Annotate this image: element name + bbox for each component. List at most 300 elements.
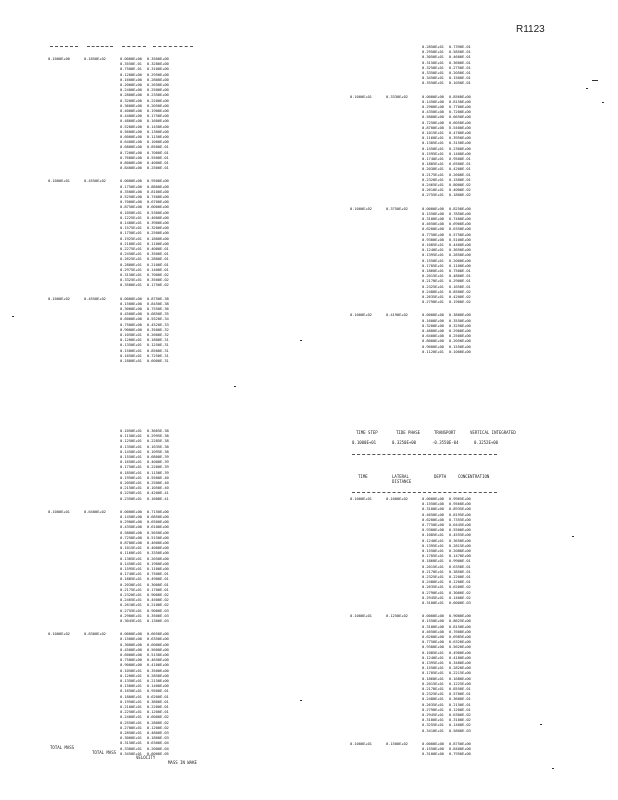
table-row — [422, 299, 471, 304]
depth-cell: 0.9000E+00 — [120, 326, 142, 332]
concentration-cell: 0.2215E+00 — [448, 670, 471, 676]
concentration-cell: 0.1800E-31 — [146, 337, 169, 343]
depth-cell: 0.2465E+01 — [422, 182, 444, 188]
concentration-cell: 0.5500E-40 — [146, 474, 169, 480]
depth-cell: 0.1550E+01 — [422, 548, 444, 554]
header-block — [352, 430, 516, 460]
depth-cell: 0.8400E+00 — [120, 165, 142, 171]
group-rows — [422, 44, 471, 86]
depth-cell: 0.1240E+01 — [422, 247, 444, 253]
depth-cell: 0.0000E+00 — [422, 93, 444, 99]
depth-cell: 0.0000E+00 — [120, 295, 142, 301]
concentration-cell: 0.9560E+00 — [448, 501, 471, 507]
scan-speck — [540, 724, 542, 725]
concentration-cell: 0.6300E-04 — [146, 740, 169, 746]
depth-cell: 0.3100E+00 — [422, 623, 444, 629]
depth-cell: 0.0000E+00 — [422, 613, 444, 619]
concentration-cell: 0.5650E+00 — [146, 529, 169, 535]
group-distance: 0.1000E+02 — [386, 496, 408, 501]
depth-cell: 0.2320E+01 — [422, 176, 444, 182]
concentration-cell: 0.6500E+00 — [146, 519, 169, 525]
concentration-cell: 0.8750E+00 — [448, 740, 471, 746]
concentration-cell: 0.1095E-38 — [146, 448, 169, 454]
concentration-cell: 0.8250E+00 — [448, 205, 471, 211]
depth-cell: 0.2100E+01 — [120, 704, 142, 710]
concentration-cell: 0.7500E-01 — [448, 268, 471, 274]
footer-label-2: TOTAL MASS — [92, 750, 117, 755]
depth-cell: 0.2150E+01 — [120, 485, 142, 491]
depth-cell: 0.1015E+01 — [422, 130, 444, 136]
depth-cell: 0.2635E+01 — [422, 701, 444, 707]
depth-cell: 0.1600E+00 — [120, 76, 142, 82]
depth-cell: 0.7250E+00 — [422, 119, 444, 125]
concentration-cell: 0.4000E+00 — [146, 545, 169, 551]
concentration-cell: 0.2500E+00 — [146, 230, 169, 236]
scan-speck — [586, 88, 588, 89]
concentration-cell: 0.2200E-01 — [448, 574, 471, 580]
concentration-cell: 0.2050E+00 — [146, 102, 169, 108]
depth-cell: 0.1015E+01 — [120, 545, 142, 551]
depth-cell: 0.2250E+01 — [120, 709, 142, 715]
depth-cell: 0.4650E+00 — [422, 221, 444, 227]
concentration-cell: 0.6900E+00 — [448, 221, 471, 227]
concentration-cell: 0.4800E-01 — [448, 273, 471, 279]
depth-cell: 0.7750E+00 — [422, 522, 444, 528]
concentration-cell: 0.8500E-02 — [448, 288, 471, 294]
concentration-cell: 0.4200E-02 — [448, 294, 471, 300]
table-row — [422, 751, 471, 756]
concentration-cell: 0.4900E-01 — [146, 576, 169, 582]
footer-label-3: VELOCITY — [136, 755, 156, 760]
group-rows — [120, 428, 169, 501]
concentration-cell: 0.6650E+00 — [146, 631, 169, 637]
depth-cell: 0.1200E+01 — [120, 337, 142, 343]
depth-cell: 0.1550E+01 — [422, 257, 444, 263]
depth-cell: 0.1860E+01 — [422, 558, 444, 564]
scan-speck — [234, 386, 236, 387]
concentration-cell: 0.6850E-35 — [146, 311, 169, 317]
concentration-cell: 0.8150E+00 — [448, 98, 471, 104]
concentration-cell: 0.2080E+00 — [448, 548, 471, 554]
th-depth: DEPTH — [434, 474, 447, 479]
concentration-cell: 0.6300E-02 — [448, 712, 471, 718]
depth-cell: 0.2030E+01 — [422, 166, 444, 172]
concentration-cell: 0.6700E+00 — [146, 199, 169, 205]
concentration-cell: 0.3800E+00 — [448, 312, 471, 318]
depth-cell: 0.4800E+00 — [120, 118, 142, 124]
depth-cell: 0.7200E+00 — [120, 149, 142, 155]
depth-cell: 0.1050E+01 — [120, 332, 142, 338]
depth-cell: 0.3500E+00 — [120, 188, 142, 194]
concentration-cell: 0.7700E+00 — [448, 104, 471, 109]
group-time: 0.1000E+01 — [350, 740, 372, 746]
depth-cell: 0.4650E+00 — [422, 628, 444, 634]
depth-cell: 0.1550E+00 — [422, 501, 444, 507]
depth-cell: 0.5200E+00 — [120, 123, 142, 129]
depth-cell: 0.5600E+00 — [120, 128, 142, 134]
group-distance: 0.3330E+02 — [386, 93, 408, 99]
concentration-cell: 0.5150E+00 — [146, 534, 169, 540]
group-rows — [120, 631, 169, 756]
concentration-cell: 0.2500E-01 — [146, 165, 169, 171]
table-row — [120, 282, 169, 287]
concentration-cell: 0.6650E+00 — [448, 114, 471, 120]
concentration-cell: 0.4800E-03 — [146, 730, 169, 736]
depth-cell: 0.0000E+00 — [120, 631, 142, 637]
depth-cell: 0.1500E+01 — [120, 347, 142, 353]
depth-cell: 0.2170E+01 — [422, 278, 444, 284]
header-rule — [50, 46, 78, 47]
depth-cell: 0.0000E+00 — [120, 508, 142, 514]
depth-cell: 0.1550E+01 — [120, 454, 142, 460]
depth-cell: 0.1860E+01 — [422, 675, 444, 681]
depth-cell: 0.2400E+00 — [120, 87, 142, 93]
table-row — [120, 618, 169, 623]
depth-cell: 0.2790E+01 — [422, 589, 444, 595]
table-row — [422, 600, 471, 605]
group-time: 0.1000E+02 — [350, 205, 372, 211]
concentration-cell: 0.1470E+00 — [448, 553, 471, 559]
depth-cell: 0.5800E+00 — [422, 114, 444, 120]
depth-cell: 0.1120E+01 — [422, 348, 444, 354]
depth-cell: 0.1050E+01 — [120, 209, 142, 215]
depth-cell: 0.3000E+01 — [120, 735, 142, 741]
concentration-cell: 0.4000E-02 — [448, 187, 471, 193]
concentration-cell: 0.1300E-03 — [146, 618, 169, 624]
depth-cell: 0.3410E+01 — [422, 727, 444, 733]
concentration-cell: 0.6000E-31 — [146, 358, 169, 364]
concentration-cell: 0.1225E+00 — [448, 680, 471, 686]
concentration-cell: 0.9000E-03 — [146, 607, 169, 613]
concentration-cell: 0.4700E+00 — [448, 130, 471, 136]
depth-cell: 0.3255E+01 — [422, 722, 444, 728]
group-rows — [120, 509, 169, 623]
concentration-cell: 0.1680E+00 — [448, 675, 471, 681]
depth-cell: 0.1750E+00 — [120, 183, 142, 189]
concentration-cell: 0.1200E-01 — [448, 706, 471, 712]
concentration-cell: 0.2500E-40 — [146, 480, 169, 486]
depth-cell: 0.6000E+00 — [120, 134, 142, 140]
concentration-cell: 0.1250E-31 — [146, 342, 169, 348]
concentration-cell: 0.1600E-41 — [146, 495, 169, 501]
depth-cell: 0.2635E+01 — [422, 294, 444, 300]
concentration-cell: 0.8000E-02 — [448, 182, 471, 188]
concentration-cell: 0.6050E+00 — [448, 119, 471, 125]
depth-cell: 0.2450E+01 — [120, 251, 142, 257]
depth-cell: 0.1200E+00 — [120, 71, 142, 77]
concentration-cell: 0.1750E-02 — [146, 282, 169, 288]
depth-cell: 0.2975E+01 — [120, 266, 142, 272]
concentration-cell: 0.6350E-01 — [448, 563, 471, 569]
depth-cell: 0.2320E+01 — [120, 592, 142, 598]
depth-cell: 0.6800E+00 — [120, 144, 142, 150]
scan-speck — [572, 536, 574, 537]
depth-cell: 0.1595E+01 — [422, 150, 444, 156]
depth-cell: 0.2030E+01 — [120, 581, 142, 587]
depth-cell: 0.2015E+01 — [422, 563, 444, 569]
depth-cell: 0.1650E+01 — [120, 459, 142, 465]
depth-cell: 0.3050E+01 — [422, 54, 444, 60]
depth-cell: 0.6400E+00 — [120, 139, 142, 145]
concentration-cell: 0.2600E-01 — [448, 171, 471, 177]
depth-cell: 0.1305E+01 — [422, 140, 444, 146]
depth-cell: 0.1800E+01 — [120, 358, 142, 364]
concentration-cell: 0.4520E-33 — [146, 321, 169, 327]
depth-cell: 0.3600E+00 — [120, 102, 142, 108]
depth-cell: 0.7750E+00 — [422, 639, 444, 645]
table-header — [352, 474, 512, 488]
depth-cell: 0.2170E+01 — [422, 568, 444, 574]
depth-cell: 0.7000E+00 — [120, 199, 142, 205]
concentration-cell: 0.4000E-39 — [146, 459, 169, 465]
footer-label-1: TOTAL MASS — [50, 745, 75, 750]
depth-cell: 0.3550E+01 — [422, 80, 444, 86]
concentration-cell: 0.1150E-39 — [146, 469, 169, 475]
concentration-cell: 0.1800E-02 — [448, 192, 471, 198]
depth-cell: 0.3550E-01 — [120, 61, 142, 67]
depth-cell: 0.7500E+00 — [120, 657, 142, 663]
concentration-cell: 0.6800E-39 — [146, 454, 169, 460]
depth-cell: 0.1400E+01 — [120, 220, 142, 226]
depth-cell: 0.0000E+00 — [422, 496, 444, 501]
group-rows — [120, 178, 169, 287]
depth-cell: 0.2900E+00 — [422, 104, 444, 109]
concentration-cell: 0.8195E+00 — [448, 511, 471, 517]
group-rows — [120, 56, 169, 170]
concentration-cell: 0.8500E-31 — [146, 347, 169, 353]
th-conc: CONCENTRATION — [458, 474, 490, 479]
concentration-cell: 0.8750E-38 — [146, 295, 169, 301]
depth-cell: 0.1450E+01 — [120, 448, 142, 454]
depth-cell: 0.1575E+01 — [120, 225, 142, 231]
concentration-cell: 0.4200E-01 — [448, 166, 471, 172]
footer-label-4: MASS IN WAKE — [168, 760, 197, 765]
header-rule — [352, 492, 497, 493]
concentration-cell: 0.2995E-38 — [146, 433, 169, 439]
depth-cell: 0.2015E+01 — [422, 680, 444, 686]
concentration-cell: 0.4000E-01 — [146, 246, 169, 252]
th-time: TIME — [358, 474, 368, 479]
hdr-label-3: TRANSPORT — [434, 430, 456, 435]
depth-cell: 0.3150E+01 — [120, 740, 142, 746]
group-time: 0.1000E+00 — [48, 56, 70, 61]
depth-cell: 0.1250E+01 — [120, 438, 142, 444]
concentration-cell: 0.1635E-38 — [146, 443, 169, 449]
concentration-cell: 0.6320E+00 — [448, 639, 471, 645]
depth-cell: 0.1160E+01 — [120, 550, 142, 556]
concentration-cell: 0.1450E+00 — [146, 123, 169, 129]
concentration-cell: 0.2800E-01 — [146, 256, 169, 262]
depth-cell: 0.4500E+00 — [120, 646, 142, 652]
depth-cell: 0.5250E+00 — [120, 194, 142, 199]
depth-cell: 0.8700E+00 — [120, 540, 142, 546]
concentration-cell: 0.7200E+00 — [448, 109, 471, 115]
group-time: 0.1000E+02 — [48, 631, 70, 637]
concentration-cell: 0.3000E-02 — [448, 589, 471, 595]
depth-cell: 0.1050E+01 — [120, 428, 142, 433]
concentration-cell: 0.1650E-01 — [448, 283, 471, 289]
depth-cell: 0.2000E+00 — [120, 82, 142, 88]
concentration-cell: 0.9900E-01 — [448, 558, 471, 564]
concentration-cell: 0.1100E+00 — [448, 262, 471, 268]
depth-cell: 0.1850E+01 — [120, 469, 142, 475]
depth-cell: 0.7500E-01 — [120, 66, 142, 72]
concentration-cell: 0.6850E+00 — [146, 514, 169, 519]
depth-cell: 0.1550E+00 — [422, 746, 444, 751]
concentration-cell: 0.3280E+00 — [146, 61, 169, 67]
group-rows — [422, 206, 471, 305]
group-rows — [422, 94, 471, 198]
scan-speck — [602, 102, 604, 103]
concentration-cell: 0.6985E+00 — [448, 634, 471, 639]
concentration-cell: 0.1900E-02 — [448, 299, 471, 305]
depth-cell: 0.2250E+01 — [120, 490, 142, 496]
depth-cell: 0.2550E+01 — [120, 719, 142, 725]
depth-cell: 0.1305E+01 — [120, 555, 142, 561]
concentration-cell: 0.3500E-01 — [146, 251, 169, 257]
depth-cell: 0.3100E+00 — [422, 751, 444, 757]
hdr-value-4: 0.3252E+00 — [474, 440, 499, 445]
hdr-value-3: -0.3550E-04 — [432, 440, 459, 445]
depth-cell: 0.0000E+00 — [120, 56, 142, 61]
depth-cell: 0.1350E+01 — [120, 342, 142, 348]
page-id: R1123 — [516, 24, 545, 35]
concentration-cell: 0.6200E-02 — [448, 584, 471, 590]
concentration-cell: 0.1400E-02 — [448, 594, 471, 600]
concentration-cell: 0.2150E-01 — [448, 701, 471, 707]
concentration-cell: 0.4500E-02 — [146, 597, 169, 603]
concentration-cell: 0.7355E+00 — [448, 516, 471, 522]
concentration-cell: 0.5800E-03 — [448, 727, 471, 733]
depth-cell: 0.3500E+01 — [120, 282, 142, 288]
depth-cell: 0.2400E+01 — [120, 714, 142, 720]
depth-cell: 0.1950E+01 — [120, 474, 142, 480]
depth-cell: 0.2790E+01 — [422, 299, 444, 305]
depth-cell: 0.1740E+01 — [120, 571, 142, 577]
depth-cell: 0.6200E+00 — [422, 226, 444, 232]
header-rule — [122, 46, 146, 47]
depth-cell: 0.2100E+01 — [120, 240, 142, 246]
concentration-cell: 0.9000E-02 — [146, 592, 169, 598]
concentration-cell: 0.1550E+00 — [448, 343, 471, 349]
concentration-cell: 0.8100E+00 — [146, 188, 169, 194]
concentration-cell: 0.4600E+00 — [146, 540, 169, 546]
group-time: 0.1000E+01 — [350, 93, 372, 99]
group-distance: 0.3750E+02 — [386, 205, 408, 211]
concentration-cell: 0.2650E+00 — [146, 82, 169, 88]
concentration-cell: 0.6350E+00 — [146, 636, 169, 642]
depth-cell: 0.4400E+00 — [120, 113, 142, 119]
depth-cell: 0.0000E+00 — [422, 312, 444, 318]
group-time: 0.1000E+01 — [350, 613, 372, 619]
depth-cell: 0.3250E+01 — [422, 64, 444, 70]
concentration-cell: 0.3100E-02 — [448, 717, 471, 723]
concentration-cell: 0.2900E+00 — [448, 328, 471, 333]
depth-cell: 0.4350E+00 — [422, 109, 444, 115]
concentration-cell: 0.7150E+00 — [146, 508, 169, 514]
concentration-cell: 0.5300E+00 — [146, 209, 169, 215]
concentration-cell: 0.2850E+00 — [448, 252, 471, 258]
depth-cell: 0.4500E+00 — [120, 311, 142, 317]
group-time: 0.1000E+01 — [48, 508, 70, 514]
depth-cell: 0.1750E+01 — [120, 464, 142, 470]
concentration-cell: 0.7000E-02 — [146, 272, 169, 278]
depth-cell: 0.2050E+01 — [120, 480, 142, 486]
concentration-cell: 0.8150E+00 — [448, 623, 471, 629]
depth-cell: 0.1225E+01 — [120, 214, 142, 220]
group-distance: 0.4190E+02 — [386, 312, 408, 318]
depth-cell: 0.6000E+00 — [120, 316, 142, 322]
concentration-cell: 0.7850E+00 — [448, 210, 471, 216]
depth-cell: 0.2950E+01 — [422, 49, 444, 55]
depth-cell: 0.2480E+01 — [422, 696, 444, 702]
depth-cell: 0.1240E+01 — [422, 654, 444, 660]
depth-cell: 0.3000E+00 — [120, 306, 142, 311]
depth-cell: 0.1395E+01 — [422, 660, 444, 666]
depth-cell: 0.2900E+01 — [120, 612, 142, 618]
concentration-cell: 0.1400E+00 — [448, 150, 471, 156]
concentration-cell: 0.4200E-41 — [146, 490, 169, 496]
concentration-cell: 0.7000E-01 — [146, 149, 169, 155]
panel-top-right — [350, 44, 510, 374]
concentration-cell: 0.9500E-01 — [448, 156, 471, 162]
concentration-cell: 0.3150E+00 — [448, 140, 471, 146]
concentration-cell: 0.3600E-01 — [448, 696, 471, 702]
concentration-cell: 0.3500E-03 — [146, 612, 169, 618]
depth-cell: 0.1240E+01 — [422, 537, 444, 543]
depth-cell: 0.1395E+01 — [422, 542, 444, 548]
depth-cell: 0.3100E+01 — [422, 717, 444, 723]
scan-speck — [592, 80, 598, 81]
concentration-cell: 0.7500E-01 — [146, 571, 169, 577]
concentration-cell: 0.3950E+00 — [448, 135, 471, 141]
concentration-cell: 0.5400E+00 — [448, 124, 471, 130]
concentration-cell: 0.2150E+00 — [146, 678, 169, 684]
concentration-cell: 0.8450E-38 — [146, 300, 169, 306]
depth-cell: 0.1595E+01 — [120, 566, 142, 572]
concentration-cell: 0.1200E-01 — [448, 579, 471, 585]
depth-cell: 0.7600E+00 — [120, 154, 142, 160]
concentration-cell: 0.2200E-39 — [146, 464, 169, 470]
depth-cell: 0.1925E+01 — [120, 235, 142, 241]
group-time: 0.1000E+02 — [350, 312, 372, 318]
depth-cell: 0.6200E+00 — [422, 634, 444, 639]
depth-cell: 0.1085E+01 — [422, 649, 444, 655]
depth-cell: 0.3450E+01 — [422, 75, 444, 81]
depth-cell: 0.3450E+01 — [120, 750, 142, 756]
concentration-cell: 0.8800E+00 — [146, 183, 169, 189]
concentration-cell: 0.4900E+00 — [448, 649, 471, 655]
concentration-cell: 0.3500E+00 — [146, 667, 169, 673]
depth-cell: 0.1395E+01 — [422, 252, 444, 258]
depth-cell: 0.2945E+01 — [422, 712, 444, 718]
concentration-cell: 0.8500E-01 — [146, 144, 169, 150]
concentration-cell: 0.2820E+00 — [448, 665, 471, 671]
group-distance: 0.1850E+02 — [84, 56, 106, 61]
depth-cell: 0.1450E+00 — [120, 514, 142, 519]
depth-cell: 0.1500E+00 — [120, 300, 142, 306]
group-rows — [422, 613, 471, 733]
concentration-cell: 0.2750E-01 — [448, 64, 471, 70]
depth-cell: 0.6400E+00 — [422, 333, 444, 339]
depth-cell: 0.3150E+01 — [120, 272, 142, 278]
concentration-cell: 0.2600E-32 — [146, 332, 169, 338]
concentration-cell: 0.2300E+00 — [448, 145, 471, 151]
depth-cell: 0.0000E+00 — [120, 178, 142, 184]
table-row — [422, 728, 471, 733]
table-row — [120, 358, 169, 363]
hdr-label-1: TIME STEP — [356, 430, 378, 435]
